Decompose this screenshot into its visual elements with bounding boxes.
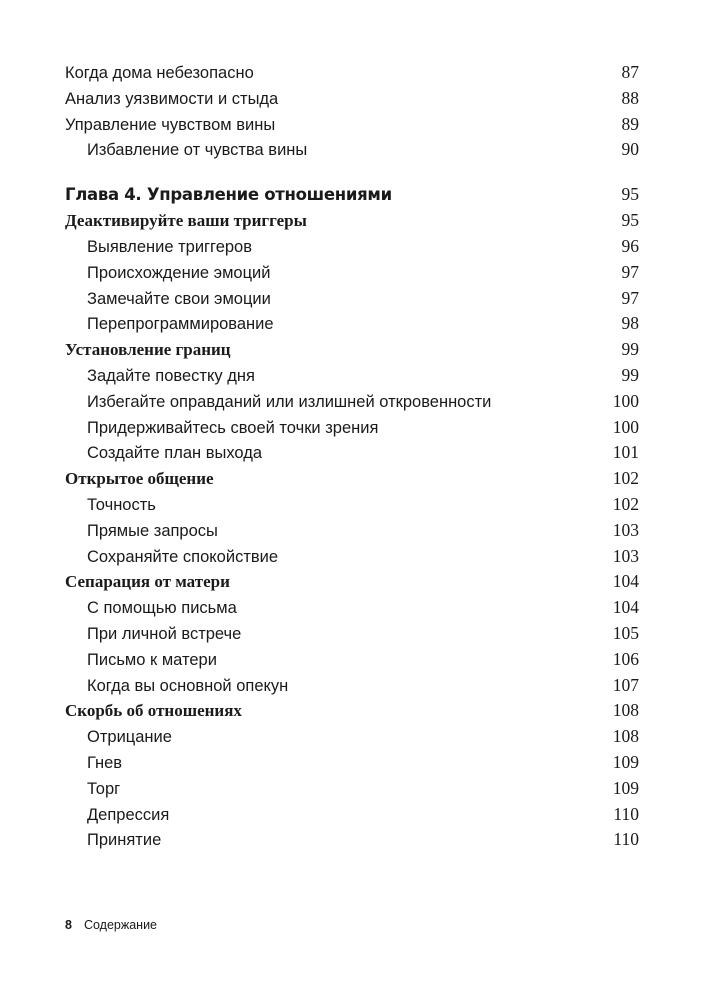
toc-entry-page: 104	[612, 597, 639, 618]
toc-entry-title: Точность	[87, 495, 156, 514]
page-footer	[65, 918, 157, 932]
toc-entry-page: 107	[612, 674, 639, 695]
toc-entry-title: Анализ уязвимости и стыда	[65, 89, 279, 108]
toc-entry-page: 110	[613, 803, 639, 824]
toc-entry	[65, 112, 639, 138]
toc-entry-title: Перепрограммирование	[87, 315, 274, 334]
toc-entry-page: 100	[612, 416, 639, 437]
toc-subentry	[65, 286, 639, 312]
toc-entry-page: 95	[621, 210, 639, 231]
toc-entry-title: При личной встрече	[87, 624, 242, 643]
toc-entry-title: Прямые запросы	[87, 521, 218, 540]
section-title: Деактивируйте ваши триггеры	[65, 211, 307, 231]
toc-entry-page: 102	[612, 493, 639, 514]
toc-subentry	[65, 440, 639, 466]
toc-entry-page: 105	[612, 622, 639, 643]
toc-entry-title: Избавление от чувства вины	[87, 141, 308, 160]
toc-entry-title: Происхождение эмоций	[87, 263, 271, 282]
footer-section-title: Содержание	[83, 918, 158, 932]
toc-entry-title: Замечайте свои эмоции	[87, 289, 271, 308]
toc-entry-page: 102	[612, 468, 639, 489]
toc-subentry	[65, 544, 639, 570]
table-of-contents	[65, 60, 639, 853]
toc-subentry	[65, 776, 639, 802]
toc-entry-page: 90	[621, 139, 639, 160]
toc-entry-title: Управление чувством вины	[65, 115, 276, 134]
toc-entry-page: 97	[621, 287, 639, 308]
toc-entry-title: Письмо к матери	[87, 650, 217, 669]
section-title: Скорбь об отношениях	[65, 701, 242, 721]
footer-page-number: 8	[65, 918, 72, 932]
toc-subentry	[65, 492, 639, 518]
toc-entry-title: Придерживайтесь своей точки зрения	[87, 418, 379, 437]
toc-subentry	[65, 673, 639, 699]
toc-entry-page: 89	[621, 113, 639, 134]
toc-subentry	[65, 802, 639, 828]
toc-subentry	[65, 518, 639, 544]
toc-entry-title: Выявление триггеров	[87, 237, 252, 256]
toc-subentry	[65, 363, 639, 389]
toc-entry-page: 104	[612, 571, 639, 592]
toc-entry-title: Когда дома небезопасно	[65, 64, 254, 82]
toc-entry-title: Отрицание	[87, 728, 172, 747]
toc-section	[65, 698, 639, 724]
toc-entry-page: 100	[612, 390, 639, 411]
toc-entry-title: Сохраняйте спокойствие	[87, 547, 279, 566]
toc-entry-title: Создайте план выхода	[87, 444, 263, 463]
toc-chapter-heading	[65, 180, 639, 208]
toc-entry	[65, 60, 639, 86]
toc-entry-page: 88	[621, 87, 639, 108]
toc-entry-title: Торг	[87, 779, 121, 798]
toc-entry	[65, 86, 639, 112]
toc-subentry	[65, 647, 639, 673]
toc-entry-page: 108	[612, 700, 639, 721]
section-title: Сепарация от матери	[65, 572, 230, 592]
toc-entry-title: Гнев	[87, 753, 123, 772]
toc-section	[65, 337, 639, 363]
toc-subentry	[65, 724, 639, 750]
toc-entry-title: Избегайте оправданий или излишней откровенности	[87, 392, 492, 411]
chapter-title: Глава 4. Управление отношениями	[65, 185, 392, 205]
toc-entry-page: 109	[612, 777, 639, 798]
toc-subentry	[65, 137, 639, 163]
toc-subentry	[65, 595, 639, 621]
toc-entry-page: 98	[621, 313, 639, 334]
toc-subentry	[65, 311, 639, 337]
toc-entry-page: 110	[613, 829, 639, 850]
toc-entry-page: 106	[612, 648, 639, 669]
toc-entry-page: 109	[612, 751, 639, 772]
section-title: Установление границ	[65, 340, 231, 360]
toc-entry-page: 99	[621, 339, 639, 360]
toc-subentry	[65, 234, 639, 260]
toc-entry-title: Принятие	[87, 831, 162, 850]
toc-entry-page: 96	[621, 235, 639, 256]
toc-entry-title: Когда вы основной опекун	[87, 676, 289, 695]
toc-subentry	[65, 827, 639, 853]
toc-entry-title: Задайте повестку дня	[87, 366, 255, 385]
toc-entry-page: 97	[621, 261, 639, 282]
toc-entry-page: 103	[612, 519, 639, 540]
toc-entry-page: 95	[621, 184, 639, 205]
toc-subentry	[65, 750, 639, 776]
toc-subentry	[65, 621, 639, 647]
toc-entry-title: Депрессия	[87, 805, 170, 824]
toc-subentry	[65, 415, 639, 441]
toc-entry-page: 87	[621, 62, 639, 82]
toc-section	[65, 569, 639, 595]
toc-subentry	[65, 389, 639, 415]
toc-entry-page: 101	[612, 442, 639, 463]
toc-entry-page: 108	[612, 726, 639, 747]
toc-entry-page: 103	[612, 545, 639, 566]
toc-entry-title: С помощью письма	[87, 599, 237, 618]
toc-subentry	[65, 260, 639, 286]
section-title: Открытое общение	[65, 469, 214, 489]
toc-entry-page: 99	[621, 364, 639, 385]
toc-section	[65, 208, 639, 234]
toc-section	[65, 466, 639, 492]
